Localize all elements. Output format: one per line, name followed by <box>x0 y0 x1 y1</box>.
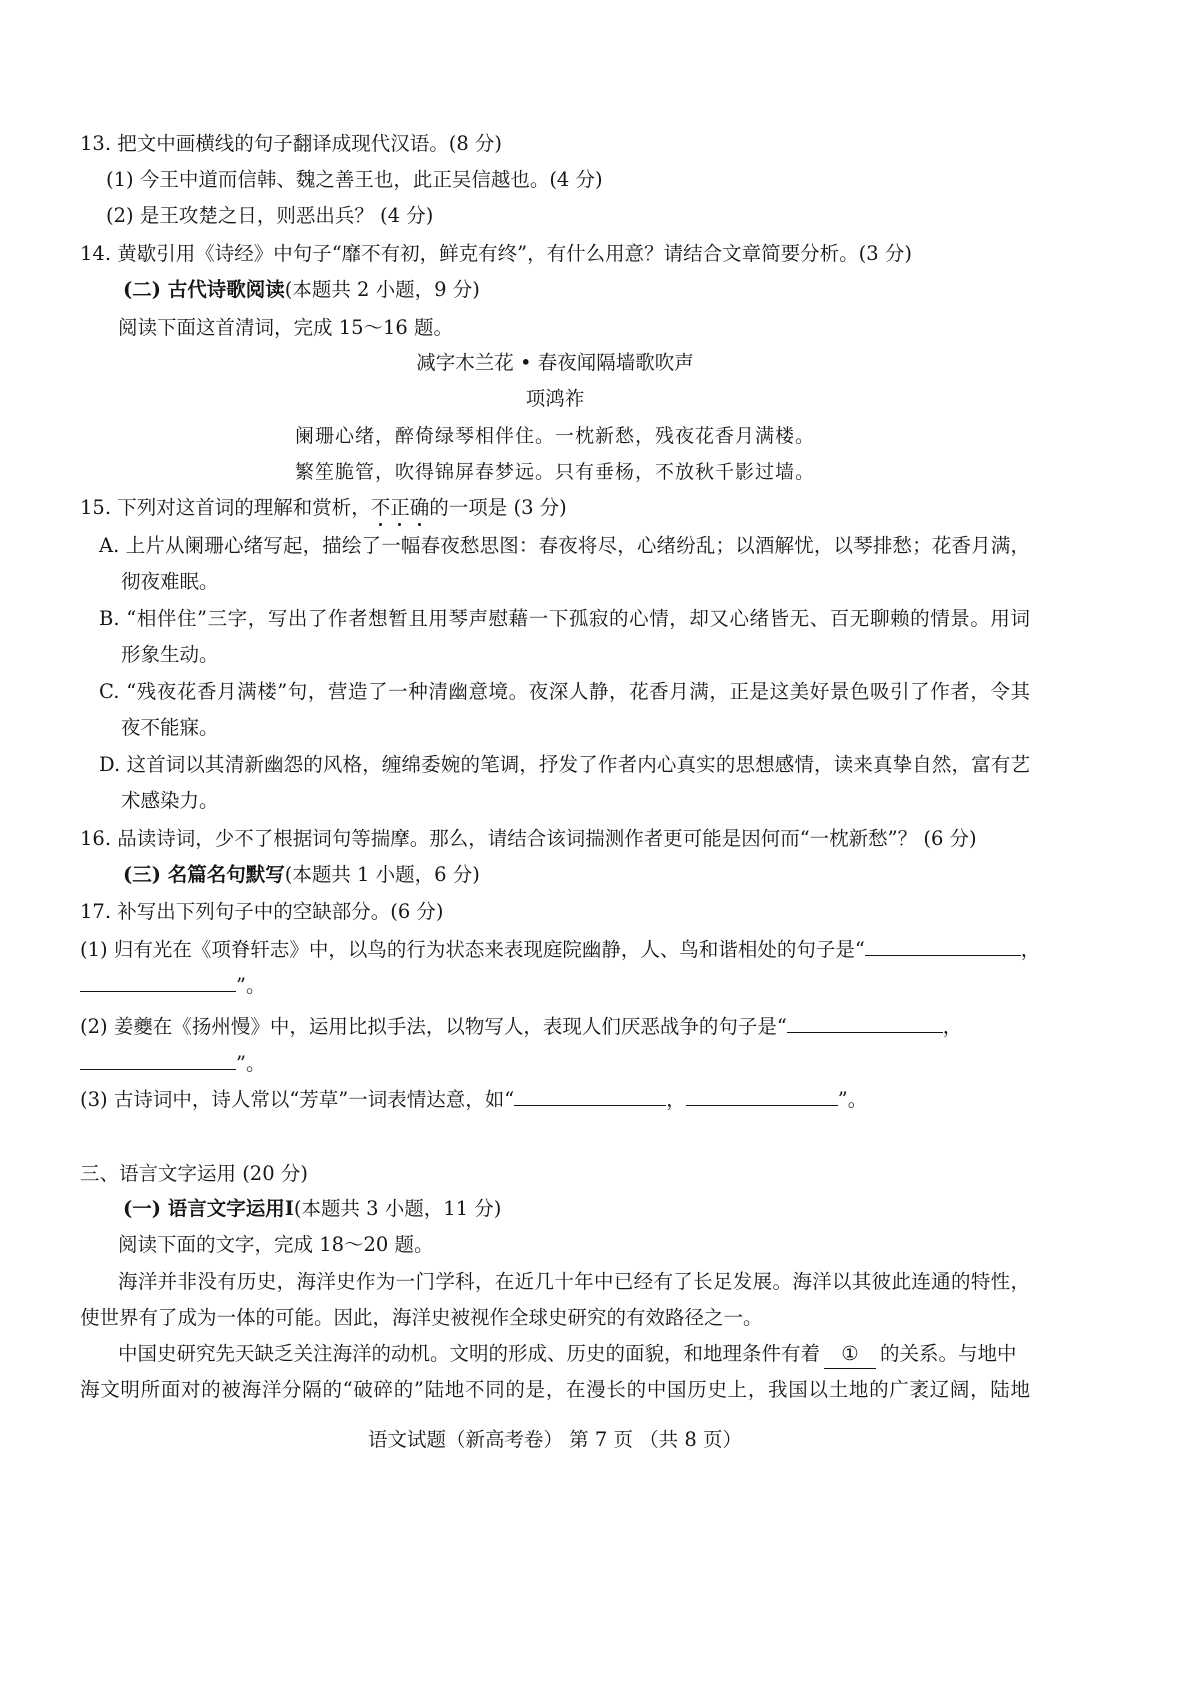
passage-p2-text: 中国史研究先天缺乏关注海洋的动机。文明的形成、历史的面貌，和地理条件有着 <box>118 1342 821 1365</box>
passage-p1-line2: 使世界有了成为一体的可能。因此，海洋史被视作全球史研究的有效路径之一。 <box>80 1306 763 1329</box>
poem-line-2: 繁笙脆管，吹得锦屏春梦远。只有垂杨，不放秋千影过墙。 <box>294 461 815 483</box>
q16-stem: 16. 品读诗词，少不了根据词句等揣摩。那么，请结合该词揣测作者更可能是因何而“一枕新愁”？ (6 分) <box>80 827 977 850</box>
comma: ， <box>1020 938 1041 961</box>
passage-p2-text-cont: 的关系。与地中 <box>880 1342 1017 1365</box>
part3-sub-note: (本题共 3 小题，11 分) <box>293 1197 502 1220</box>
q15-option-b-line2: 形象生动。 <box>121 643 219 666</box>
section-poetry-heading <box>123 276 480 304</box>
section-poetry-title: (二) 古代诗歌阅读 <box>123 278 285 301</box>
q17-sub1-line2 <box>80 971 265 1000</box>
q15-stem-suffix: 的一项是 (3 分) <box>429 496 567 519</box>
comma: ， <box>666 1088 686 1111</box>
section-poetry-note: (本题共 2 小题，9 分) <box>284 278 480 301</box>
section-recitation-title: (三) 名篇名句默写 <box>123 863 285 886</box>
q15-option-d-line2: 术感染力。 <box>121 789 219 812</box>
q13-stem: 13. 把文中画横线的句子翻译成现代汉语。(8 分) <box>80 132 503 155</box>
poem-line-1: 阑珊心绪，醉倚绿琴相伴住。一枕新愁，残夜花香月满楼。 <box>294 425 815 447</box>
q17-sub1-line1 <box>80 935 1040 964</box>
emphasis-char-2: 正 <box>390 496 410 519</box>
q15-stem-prefix: 15. 下列对这首词的理解和赏析， <box>80 496 371 519</box>
answer-blank[interactable] <box>514 1085 666 1106</box>
q15-option-b-line1: B. “相伴住”三字，写出了作者想暂且用琴声慰藉一下孤寂的心情，却又心绪皆无、百无聊赖的情景。用词 <box>99 607 1030 630</box>
q15-option-d-line1: D. 这首词以其清新幽怨的风格，缠绵委婉的笔调，抒发了作者内心真实的思想感情，读来真挚自然，富有艺 <box>99 753 1030 776</box>
blank-1: ① <box>824 1340 876 1369</box>
answer-blank[interactable] <box>787 1012 943 1033</box>
part3-sub-title: (一) 语言文字运用Ⅰ <box>123 1197 294 1220</box>
q17-sub2-line2 <box>80 1049 265 1078</box>
section-recitation-note: (本题共 1 小题，6 分) <box>284 863 480 886</box>
answer-blank[interactable] <box>865 935 1021 956</box>
poem-author: 项鸿祚 <box>525 387 585 410</box>
q17-sub3 <box>80 1085 867 1114</box>
emphasis-char-1: 不 <box>371 496 391 519</box>
part3-sub-heading <box>123 1195 501 1223</box>
q13-sub2: (2) 是王攻楚之日，则恶出兵？ (4 分) <box>106 204 434 227</box>
passage-p2-line1 <box>118 1340 1017 1369</box>
answer-blank[interactable] <box>80 1049 236 1070</box>
section-recitation-heading <box>123 861 480 889</box>
poem-title: 减字木兰花 • 春夜闻隔墙歌吹声 <box>416 351 694 374</box>
answer-blank[interactable] <box>686 1085 838 1106</box>
q15-option-a-line1: A. 上片从阑珊心绪写起，描绘了一幅春夜愁思图：春夜将尽，心绪纷乱；以酒解忧，以琴排愁；花香月满， <box>99 534 1030 557</box>
closing-quote: ”。 <box>837 1088 868 1111</box>
q17-stem: 17. 补写出下列句子中的空缺部分。(6 分) <box>80 900 444 923</box>
q15-stem <box>80 494 567 522</box>
q17-sub2-text: (2) 姜夔在《扬州慢》中，运用比拟手法，以物写人，表现人们厌恶战争的句子是“ <box>80 1015 787 1038</box>
passage-p1-line1: 海洋并非没有历史，海洋史作为一门学科，在近几十年中已经有了长足发展。海洋以其彼此连通的特性， <box>118 1270 1030 1293</box>
answer-blank[interactable] <box>80 971 236 992</box>
part3-title: 三、语言文字运用 (20 分) <box>80 1162 308 1185</box>
q17-sub2-line1 <box>80 1012 962 1041</box>
emphasis-char-3: 确 <box>410 496 430 519</box>
poetry-intro: 阅读下面这首清词，完成 15～16 题。 <box>118 316 454 339</box>
q15-option-a-line2: 彻夜难眠。 <box>121 570 219 593</box>
q17-sub3-text: (3) 古诗词中，诗人常以“芳草”一词表情达意，如“ <box>80 1088 515 1111</box>
q14-stem: 14. 黄歇引用《诗经》中句子“靡不有初，鲜克有终”，有什么用意？请结合文章简要分析。(3 分) <box>80 242 912 265</box>
comma: ， <box>942 1015 963 1038</box>
page-footer: 语文试题（新高考卷） 第 7 页 （共 8 页） <box>367 1428 742 1451</box>
q15-option-c-line1: C. “残夜花香月满楼”句，营造了一种清幽意境。夜深人静，花香月满，正是这美好景色吸引了作者，令其 <box>99 680 1030 703</box>
q15-option-c-line2: 夜不能寐。 <box>121 716 219 739</box>
closing-quote: ”。 <box>236 974 266 997</box>
closing-quote: ”。 <box>236 1052 266 1075</box>
q13-sub1: (1) 今王中道而信韩、魏之善王也，此正吴信越也。(4 分) <box>106 168 603 191</box>
part3-intro: 阅读下面的文字，完成 18～20 题。 <box>118 1233 434 1256</box>
passage-p2-line2: 海文明所面对的被海洋分隔的“破碎的”陆地不同的是，在漫长的中国历史上，我国以土地的广袤辽阔，陆地 <box>80 1378 1030 1401</box>
q17-sub1-text: (1) 归有光在《项脊轩志》中，以鸟的行为状态来表现庭院幽静，人、鸟和谐相处的句子是“ <box>80 938 865 961</box>
